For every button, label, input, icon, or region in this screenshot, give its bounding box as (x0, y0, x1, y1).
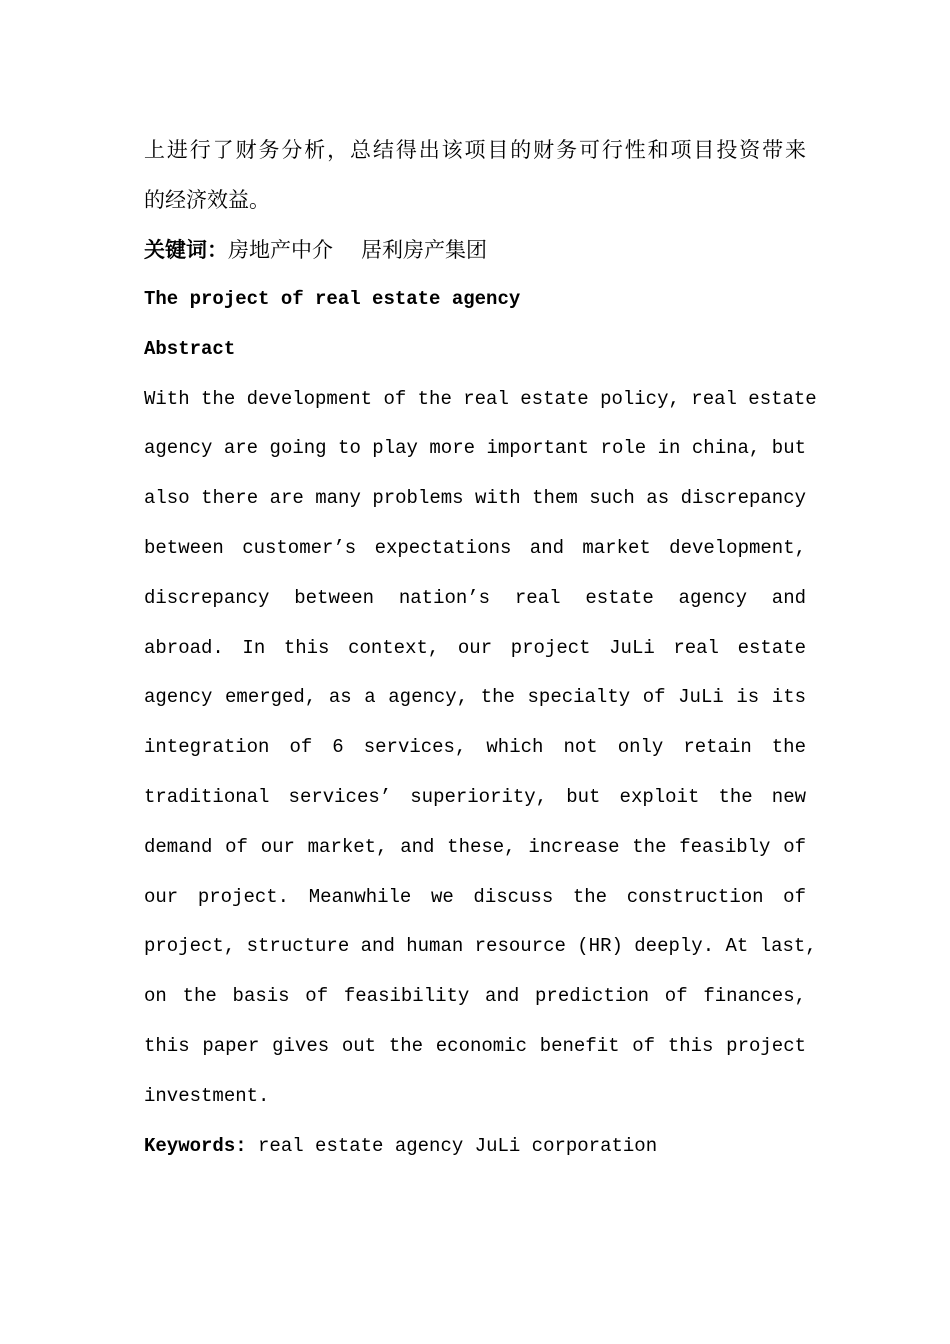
chinese-keyword: 居利房产集团 (361, 238, 487, 262)
abstract-line: With the development of the real estate policy, real estate (144, 387, 817, 410)
abstract-line: agency are going to play more important role in china, but (144, 437, 806, 460)
abstract-line: between customer’s expectations and market development, (144, 536, 806, 559)
abstract-line: agency emerged, as a agency, the specialty of JuLi is its (144, 686, 806, 709)
abstract-body (144, 375, 817, 1122)
chinese-abstract-line: 的经济效益。 (144, 188, 270, 212)
abstract-heading: Abstract (144, 337, 236, 360)
abstract-line: demand of our market, and these, increase the feasibly of (144, 835, 806, 858)
abstract-line: our project. Meanwhile we discuss the construction of (144, 885, 806, 908)
abstract-line: also there are many problems with them such as discrepancy (144, 487, 806, 510)
abstract-line: on the basis of feasibility and prediction of finances, (144, 985, 806, 1008)
abstract-line: discrepancy between nation’s real estate agency and (144, 586, 806, 609)
chinese-abstract-line: 上进行了财务分析，总结得出该项目的财务可行性和项目投资带来 (144, 138, 806, 162)
chinese-keywords-label: 关键词： (144, 238, 228, 262)
english-keywords (144, 1122, 806, 1172)
document-content (144, 125, 817, 1171)
abstract-line: investment. (144, 1084, 270, 1107)
english-title: The project of real estate agency (144, 288, 521, 310)
chinese-keyword: 房地产中介 (228, 238, 333, 262)
chinese-keywords (144, 225, 806, 275)
english-keywords-label: Keywords: (144, 1134, 247, 1157)
abstract-line: integration of 6 services, which not only retain the (144, 736, 806, 759)
english-keywords-value: real estate agency JuLi corporation (258, 1134, 658, 1157)
abstract-line: project, structure and human resource (HR) deeply. At last, (144, 935, 817, 958)
abstract-line: this paper gives out the economic benefit of this project (144, 1034, 806, 1057)
abstract-line: traditional services’ superiority, but exploit the new (144, 785, 806, 808)
abstract-line: abroad. In this context, our project JuLi real estate (144, 636, 806, 659)
